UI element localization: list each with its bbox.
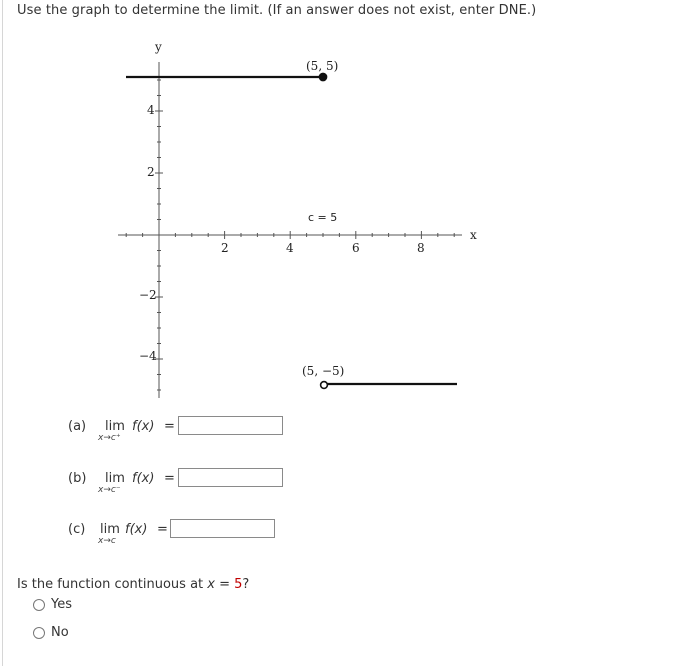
option-yes[interactable]	[33, 597, 72, 612]
equals-sign: =	[164, 419, 175, 434]
x-tick-label: 2	[221, 241, 229, 255]
x-tick-label: 6	[352, 241, 360, 255]
function-label: f(x)	[132, 471, 155, 486]
lim-subscript: x→c⁺	[98, 433, 121, 443]
part-c	[68, 522, 298, 552]
radio-button[interactable]	[33, 627, 45, 639]
option-label: No	[51, 625, 69, 640]
radio-button[interactable]	[33, 599, 45, 611]
y-tick-label: 2	[147, 165, 155, 179]
question-text: Use the graph to determine the limit. (If an answer does not exist, enter DNE.)	[17, 3, 537, 18]
continuity-question: Is the function continuous at x = 5?	[17, 577, 250, 592]
answer-input-a[interactable]	[178, 416, 283, 435]
y-tick-label: −2	[139, 288, 157, 302]
lim-subscript: x→c	[98, 536, 116, 546]
y-axis-label: y	[155, 40, 162, 54]
x-axis-label: x	[470, 228, 477, 242]
function-label: f(x)	[132, 419, 155, 434]
x-tick-label: 8	[417, 241, 425, 255]
option-label: Yes	[51, 597, 72, 612]
part-b	[68, 471, 298, 501]
y-tick-label: −4	[139, 349, 157, 363]
part-a	[68, 419, 298, 449]
c-label: c = 5	[308, 211, 338, 224]
lim-operator: lim	[105, 419, 125, 434]
option-no[interactable]	[33, 625, 69, 640]
part-label: (a)	[68, 419, 87, 434]
lim-subscript: x→c⁻	[98, 485, 121, 495]
upper-closed-point	[319, 73, 326, 80]
lim-operator: lim	[105, 471, 125, 486]
equals-sign: =	[157, 522, 168, 537]
x-tick-label: 4	[286, 241, 294, 255]
function-label: f(x)	[125, 522, 148, 537]
answer-input-b[interactable]	[178, 468, 283, 487]
lim-operator: lim	[100, 522, 120, 537]
upper-point-label: (5, 5)	[306, 59, 339, 73]
y-tick-label: 4	[147, 103, 155, 117]
equals-sign: =	[164, 471, 175, 486]
part-label: (b)	[68, 471, 87, 486]
lower-point-label: (5, −5)	[302, 364, 345, 378]
answer-input-c[interactable]	[170, 519, 275, 538]
lower-open-point	[321, 382, 328, 389]
part-label: (c)	[68, 522, 86, 537]
